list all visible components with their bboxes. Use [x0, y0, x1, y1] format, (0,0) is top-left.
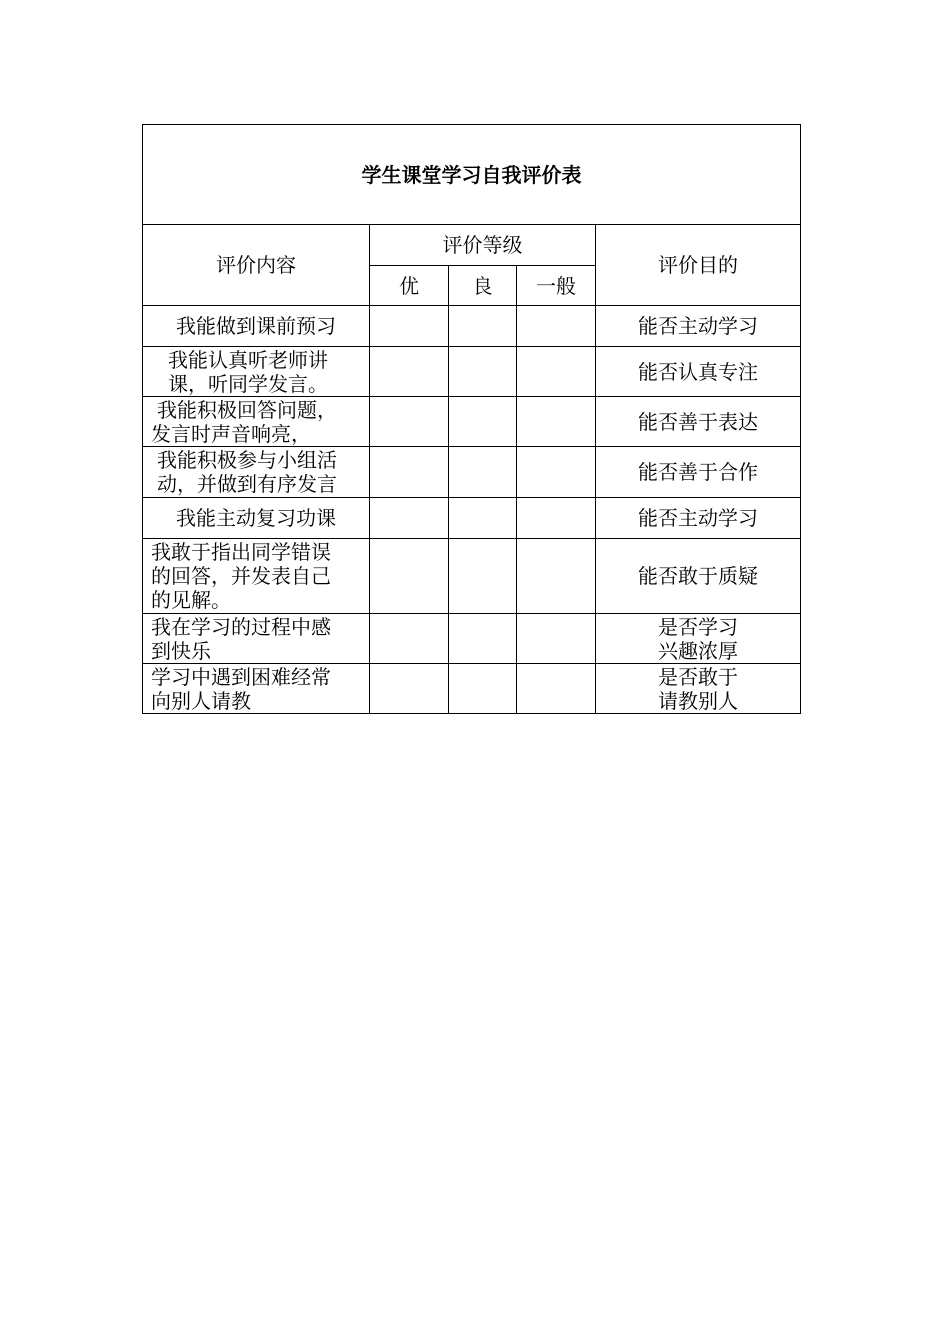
header-level-good: 良: [449, 266, 517, 306]
header-purpose: 评价目的: [596, 225, 801, 306]
row-purpose: 是否敢于 请教别人: [596, 664, 801, 714]
rating-cell-excellent[interactable]: [370, 539, 449, 614]
header-level: 评价等级: [370, 225, 596, 266]
row-purpose: 能否敢于质疑: [596, 539, 801, 614]
table-row: [143, 397, 801, 447]
rating-cell-average[interactable]: [517, 664, 596, 714]
row-content: 我敢于指出同学错误 的回答，并发表自己 的见解。: [143, 539, 370, 614]
rating-cell-excellent[interactable]: [370, 397, 449, 447]
rating-cell-excellent[interactable]: [370, 498, 449, 539]
table-row: [143, 347, 801, 397]
rating-cell-average[interactable]: [517, 347, 596, 397]
rating-cell-average[interactable]: [517, 614, 596, 664]
table-row: [143, 498, 801, 539]
rating-cell-average[interactable]: [517, 498, 596, 539]
rating-cell-excellent[interactable]: [370, 447, 449, 498]
row-content: 我能认真听老师讲 课，听同学发言。: [143, 347, 370, 397]
rating-cell-average[interactable]: [517, 447, 596, 498]
row-content: 我能积极回答问题， 发言时声音响亮，: [143, 397, 370, 447]
row-purpose: 是否学习 兴趣浓厚: [596, 614, 801, 664]
row-purpose: 能否善于表达: [596, 397, 801, 447]
rating-cell-excellent[interactable]: [370, 614, 449, 664]
row-content: 我在学习的过程中感 到快乐: [143, 614, 370, 664]
rating-cell-good[interactable]: [449, 447, 517, 498]
header-level-average: 一般: [517, 266, 596, 306]
row-content: 我能做到课前预习: [143, 306, 370, 347]
row-purpose: 能否主动学习: [596, 498, 801, 539]
table-row: [143, 664, 801, 714]
rating-cell-average[interactable]: [517, 306, 596, 347]
row-purpose: 能否善于合作: [596, 447, 801, 498]
rating-cell-excellent[interactable]: [370, 347, 449, 397]
row-purpose: 能否主动学习: [596, 306, 801, 347]
rating-cell-excellent[interactable]: [370, 306, 449, 347]
table-title: 学生课堂学习自我评价表: [143, 125, 801, 225]
table-row: [143, 447, 801, 498]
header-level-excellent: 优: [370, 266, 449, 306]
row-content: 我能主动复习功课: [143, 498, 370, 539]
table-row: [143, 306, 801, 347]
row-content: 我能积极参与小组活 动，并做到有序发言: [143, 447, 370, 498]
rating-cell-good[interactable]: [449, 539, 517, 614]
rating-cell-good[interactable]: [449, 347, 517, 397]
rating-cell-average[interactable]: [517, 397, 596, 447]
rating-cell-good[interactable]: [449, 614, 517, 664]
rating-cell-good[interactable]: [449, 498, 517, 539]
table-row: [143, 614, 801, 664]
table-row: [143, 539, 801, 614]
rating-cell-good[interactable]: [449, 664, 517, 714]
row-purpose: 能否认真专注: [596, 347, 801, 397]
rating-cell-good[interactable]: [449, 397, 517, 447]
self-evaluation-table: [142, 124, 801, 714]
rating-cell-average[interactable]: [517, 539, 596, 614]
header-content: 评价内容: [143, 225, 370, 306]
rating-cell-good[interactable]: [449, 306, 517, 347]
row-content: 学习中遇到困难经常 向别人请教: [143, 664, 370, 714]
rating-cell-excellent[interactable]: [370, 664, 449, 714]
